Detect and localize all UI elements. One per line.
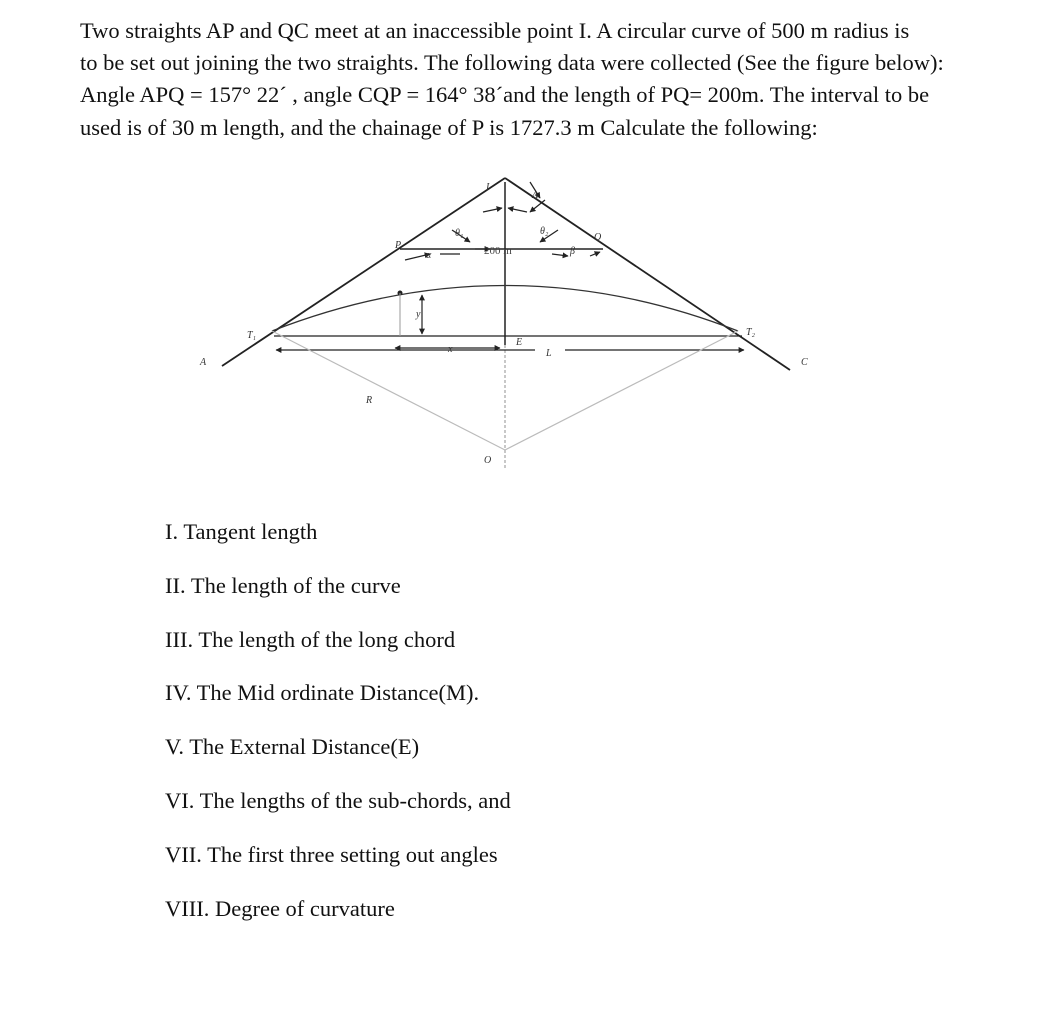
- label-beta: β: [570, 246, 575, 257]
- problem-statement: [80, 15, 1005, 144]
- delta-arrow: [530, 200, 545, 212]
- curve-figure: [190, 160, 840, 480]
- straight-qc: [505, 178, 790, 370]
- label-alpha: α: [426, 250, 432, 261]
- beta-arrow: [552, 254, 568, 256]
- delta-arrow: [483, 208, 502, 212]
- label-theta2: θ₂: [540, 226, 549, 237]
- label-y: y: [416, 309, 421, 320]
- label-R: R: [366, 395, 373, 406]
- question-item: I. Tangent length: [165, 519, 318, 544]
- straight-ap: [222, 178, 505, 366]
- problem-line: to be set out joining the two straights. The following data were collected (See the figure below):: [80, 50, 944, 76]
- question-list: [165, 515, 511, 945]
- label-E: E: [516, 337, 523, 348]
- label-pq-length: 200 m: [484, 245, 512, 257]
- question-item: V. The External Distance(E): [165, 734, 420, 760]
- label-I: I: [486, 182, 490, 193]
- label-C: C: [801, 357, 808, 368]
- label-O: O: [484, 455, 492, 466]
- beta-arrow: [590, 252, 600, 256]
- radius-t2-o: [505, 331, 738, 450]
- question-item: VI. The lengths of the sub-chords, and: [165, 787, 511, 813]
- question-item: III. The length of the long chord: [165, 626, 456, 652]
- delta-arrow: [508, 208, 527, 212]
- label-T1: T₁: [247, 330, 257, 341]
- label-T2: T₂: [746, 327, 756, 338]
- label-theta1: θ₁: [455, 228, 464, 239]
- question-item: II. The length of the curve: [165, 572, 401, 598]
- question-item: VIII. Degree of curvature: [165, 895, 395, 921]
- label-x: x: [448, 344, 453, 355]
- question-item: IV. The Mid ordinate Distance(M).: [165, 680, 480, 706]
- radius-t1-o: [272, 331, 505, 450]
- problem-line: Two straights AP and QC meet at an inaccessible point I. A circular curve of 500 m radius is: [80, 18, 910, 43]
- label-A: A: [200, 357, 207, 368]
- label-L: L: [546, 348, 552, 359]
- label-P: P: [395, 240, 402, 251]
- label-Q: Q: [594, 232, 602, 243]
- question-item: VII. The first three setting out angles: [165, 841, 498, 867]
- problem-line: used is of 30 m length, and the chainage of P is 1727.3 m Calculate the following:: [80, 114, 818, 140]
- problem-line: Angle APQ = 157° 22´ , angle CQP = 164° 38´and the length of PQ= 200m. The interval to be: [80, 82, 930, 108]
- label-delta: Δ: [532, 190, 538, 201]
